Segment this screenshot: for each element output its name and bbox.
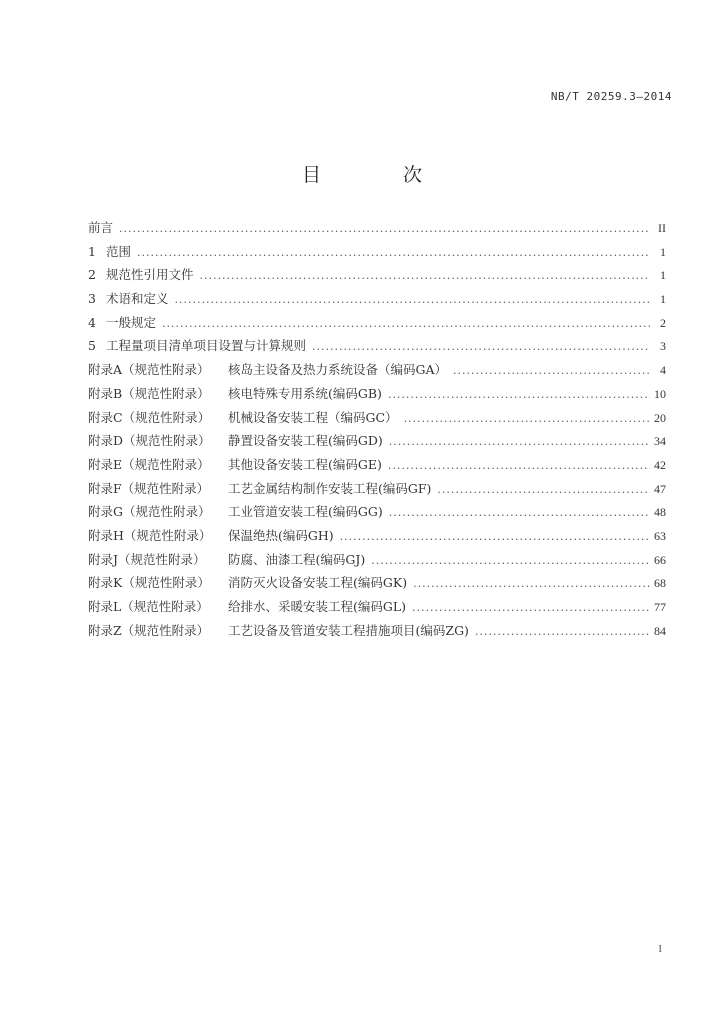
toc-entry[interactable] [88,550,666,574]
toc-dot-leader [413,577,650,590]
toc-appendix-label: 附录E（规范性附录） [88,456,210,472]
toc-page-number: 34 [654,434,666,449]
toc-section-number: 5 [88,338,96,354]
standard-code: NB/T 20259.3—2014 [550,90,672,103]
toc-page-number: 1 [660,268,666,283]
toc-page-number: 1 [660,292,666,307]
toc-page-number: 20 [654,410,666,425]
toc-dot-leader [475,625,650,638]
toc-entry[interactable] [88,218,666,242]
toc-entry[interactable] [88,455,666,479]
toc-entry[interactable] [88,502,666,526]
toc-dot-leader [404,412,650,425]
toc-section-number: 1 [88,243,96,259]
toc-appendix-label: 附录K（规范性附录） [88,575,210,591]
toc-page-number: 42 [654,457,666,472]
toc-entry-title: 工程量项目清单项目设置与计算规则 [106,338,307,354]
toc-entry-title: 机械设备安装工程（编码GC） [228,409,398,425]
toc-page-number: 4 [660,363,666,378]
toc-entry-title: 消防灭火设备安装工程(编码GK) [228,575,408,591]
toc-entry[interactable] [88,597,666,621]
toc-entry-title: 工艺金属结构制作安装工程(编码GF) [228,480,432,496]
toc-appendix-label: 附录H（规范性附录） [88,527,212,543]
toc-entry-title: 核岛主设备及热力系统设备（编码GA） [228,362,448,378]
toc-page-number: II [658,221,666,235]
toc-dot-leader [340,530,650,543]
toc-entry-title: 前言 [88,220,114,235]
toc-entry[interactable] [88,431,666,455]
toc-entry[interactable] [88,360,666,384]
toc-entry-title: 保温绝热(编码GH) [228,527,334,543]
toc-entry-title: 静置设备安装工程(编码GD) [228,433,383,449]
toc-entry[interactable] [88,265,666,289]
toc-entry-title: 其他设备安装工程(编码GE) [228,456,382,472]
toc-entry[interactable] [88,289,666,313]
page-title: 目 次 [301,164,461,186]
toc-dot-leader [389,506,650,519]
toc-page-number: 1 [660,244,666,259]
toc-entry[interactable] [88,621,666,645]
toc-dot-leader [175,293,650,306]
toc-page-number: 47 [654,481,666,496]
toc-page-number: 3 [660,339,666,354]
toc-page-number: 66 [654,552,666,567]
toc-appendix-label: 附录A（规范性附录） [88,362,210,378]
toc-dot-leader [137,246,650,259]
toc-appendix-label: 附录F（规范性附录） [88,480,210,496]
toc-page-number: 63 [654,528,666,543]
toc-entry-title: 工艺设备及管道安装工程措施项目(编码ZG) [228,622,469,638]
toc-entry[interactable] [88,573,666,597]
toc-entry-title: 核电特殊专用系统(编码GB) [228,385,382,401]
toc-dot-leader [200,269,650,282]
toc-entry-title: 工业管道安装工程(编码GG) [228,504,383,520]
toc-entry[interactable] [88,384,666,408]
toc-dot-leader [162,317,650,330]
toc-section-number: 4 [88,314,96,330]
toc-entry-title: 给排水、采暖安装工程(编码GL) [228,599,407,614]
toc-entry-title: 范围 [106,243,132,259]
toc-entry-title: 规范性引用文件 [106,267,194,283]
toc-dot-leader [119,222,650,235]
toc-entry[interactable] [88,242,666,266]
toc-entry-title: 防腐、油漆工程(编码GJ) [228,551,366,567]
toc-entry[interactable] [88,526,666,550]
toc-dot-leader [388,388,650,401]
table-of-contents [88,218,666,644]
toc-dot-leader [371,554,650,567]
toc-entry-title: 术语和定义 [106,291,169,307]
toc-entry[interactable] [88,336,666,360]
toc-section-number: 2 [88,267,96,283]
toc-page-number: 2 [660,315,666,330]
toc-appendix-label: 附录D（规范性附录） [88,433,211,449]
toc-appendix-label: 附录B（规范性附录） [88,385,210,401]
toc-page-number: 68 [654,576,666,591]
toc-entry[interactable] [88,313,666,337]
toc-dot-leader [412,601,650,614]
toc-page-number: 77 [654,600,666,614]
toc-appendix-label: 附录Z（规范性附录） [88,622,210,638]
toc-appendix-label: 附录G（规范性附录） [88,504,211,520]
toc-page-number: 48 [654,505,666,520]
toc-entry-title: 一般规定 [106,314,157,330]
toc-page-number: 84 [654,623,666,638]
toc-appendix-label: 附录C（规范性附录） [88,409,211,425]
toc-dot-leader [312,340,650,353]
toc-appendix-label: 附录J（规范性附录） [88,551,206,567]
toc-entry[interactable] [88,479,666,503]
toc-dot-leader [437,483,650,496]
toc-appendix-label: 附录L（规范性附录） [88,599,209,614]
toc-dot-leader [453,364,650,377]
toc-page-number: 10 [654,386,666,401]
toc-section-number: 3 [88,291,96,307]
toc-entry[interactable] [88,408,666,432]
toc-dot-leader [389,435,650,448]
toc-dot-leader [388,459,650,472]
page-number: I [658,943,662,955]
